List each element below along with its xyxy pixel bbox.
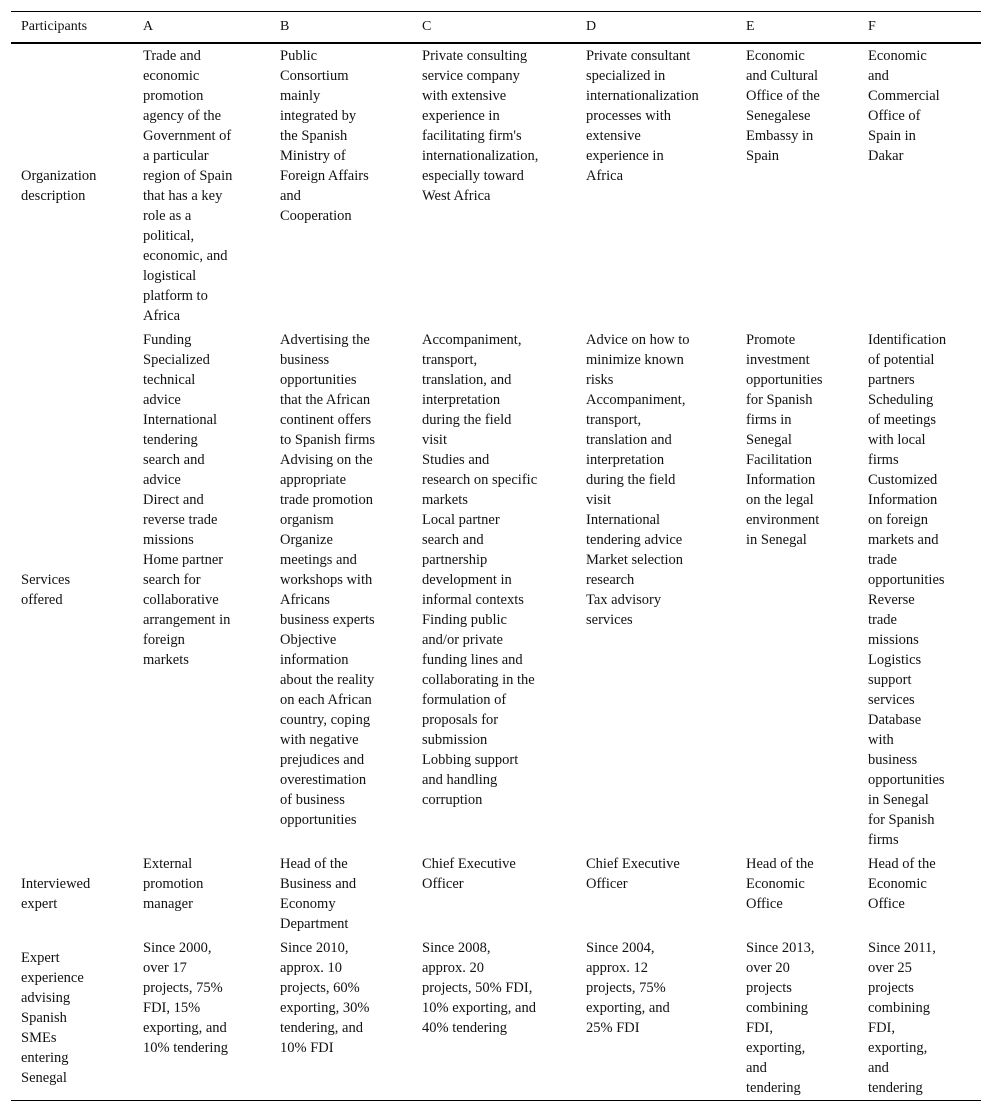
table-cell: Since 2008, approx. 20 projects, 50% FDI, 10% exporting, and 40% tendering — [422, 940, 536, 1036]
table-header-row — [11, 12, 981, 44]
header-participant-c: C — [422, 19, 432, 34]
row-label: Interviewed expert — [21, 876, 91, 912]
row-label: Services offered — [21, 572, 71, 608]
participants-table — [11, 11, 981, 1101]
table-cell: Promote investment opportunities for Spanish firms in Senegal Facilitation Information on the legal environment in Senegal — [746, 332, 823, 548]
table-cell: Identification of potential partners Scheduling of meetings with local firms Customized Information on foreign markets and trade opportunities Reverse trade missions Logistics support services Database with business opportunities in Senegal for Spanish firms — [868, 332, 947, 848]
table-cell: Private consultant specialized in internationalization processes with extensive experience in Africa — [586, 48, 699, 184]
table-cell: Accompaniment, transport, translation, and interpretation during the field visit Studies and research on specific markets Local partner search and partnership development in informal contexts Finding public and/or private funding lines and collaborating in the formulation of proposals for submission Lobbing support and handling corruption — [422, 332, 538, 808]
table-row-interviewed-expert — [11, 852, 981, 936]
table-cell: Since 2000, over 17 projects, 75% FDI, 15% exporting, and 10% tendering — [143, 940, 228, 1056]
table-row-expert-experience — [11, 936, 981, 1101]
table-cell: Public Consortium mainly integrated by the Spanish Ministry of Foreign Affairs and Cooperation — [280, 48, 369, 224]
table-cell: Since 2011, over 25 projects combining FDI, exporting, and tendering — [868, 940, 936, 1096]
row-label: Expert experience advising Spanish SMEs entering Senegal — [21, 950, 84, 1086]
table-cell: Advertising the business opportunities that the African continent offers to Spanish firms Advising on the appropriate trade promotion organism Organize meetings and workshops with Africans business experts Objective information about the reality on each African country, coping with negative prejudices and overestimation of business opportunities — [280, 332, 376, 828]
table-cell: Chief Executive Officer — [586, 856, 680, 892]
table-cell: External promotion manager — [143, 856, 204, 912]
row-label: Organization description — [21, 168, 97, 204]
table-cell: Advice on how to minimize known risks Accompaniment, transport, translation and interpretation during the field visit International tendering advice Market selection research Tax advisory services — [586, 332, 690, 628]
header-participant-f: F — [868, 19, 876, 34]
table-cell: Funding Specialized technical advice International tendering search and advice Direct and reverse trade missions Home partner search for collaborative arrangement in foreign markets — [143, 332, 231, 668]
table-row-services-offered — [11, 328, 981, 852]
table-cell: Economic and Cultural Office of the Senegalese Embassy in Spain — [746, 48, 820, 164]
table-cell: Economic and Commercial Office of Spain in Dakar — [868, 48, 940, 164]
header-participant-d: D — [586, 19, 597, 34]
header-participants: Participants — [21, 19, 88, 34]
header-participant-b: B — [280, 19, 290, 34]
header-participant-e: E — [746, 19, 755, 34]
table-cell: Since 2004, approx. 12 projects, 75% exporting, and 25% FDI — [586, 940, 670, 1036]
table-cell: Trade and economic promotion agency of the Government of a particular region of Spain that has a key role as a political, economic, and logistical platform to Africa — [143, 48, 233, 324]
table-cell: Head of the Economic Office — [746, 856, 814, 912]
header-participant-a: A — [143, 19, 154, 34]
participants-table-container — [11, 11, 981, 1101]
table-row-organization-description — [11, 43, 981, 328]
table-cell: Chief Executive Officer — [422, 856, 516, 892]
table-cell: Private consulting service company with extensive experience in facilitating firm's internationalization, especially toward West Africa — [422, 48, 539, 204]
table-cell: Head of the Business and Economy Department — [280, 856, 357, 932]
table-cell: Since 2010, approx. 10 projects, 60% exporting, 30% tendering, and 10% FDI — [280, 940, 370, 1056]
table-cell: Since 2013, over 20 projects combining FDI, exporting, and tendering — [746, 940, 815, 1096]
table-cell: Head of the Economic Office — [868, 856, 936, 912]
